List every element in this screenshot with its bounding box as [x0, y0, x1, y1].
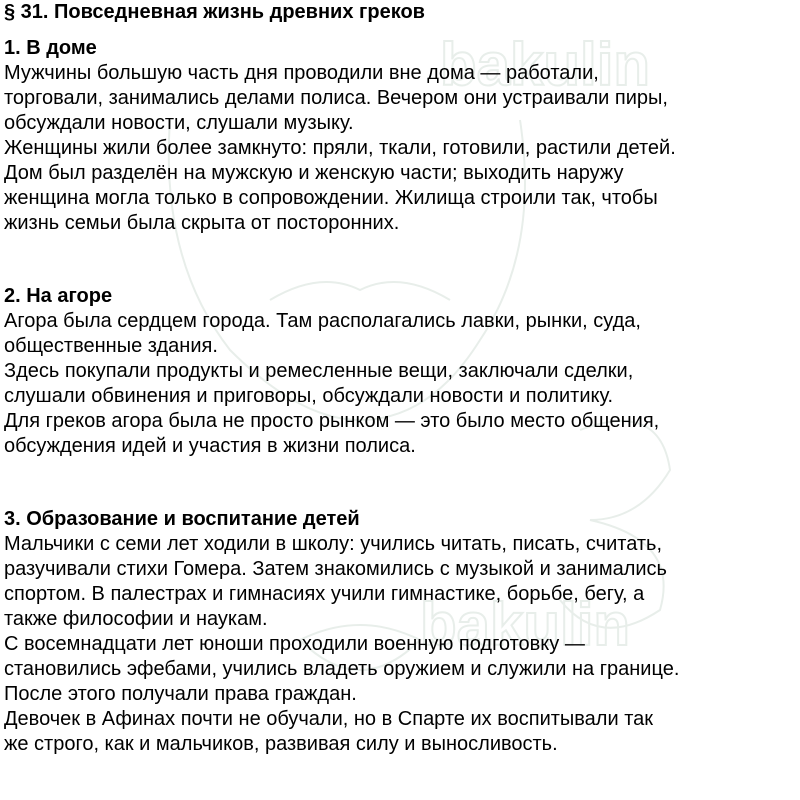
text-line: торговали, занимались делами полиса. Вечером они устраивали пиры, — [4, 87, 668, 109]
text-line: становились эфебами, учились владеть оружием и служили на границе. — [4, 658, 680, 680]
text-line: обсуждения идей и участия в жизни полиса. — [4, 435, 416, 457]
text-line: Для греков агора была не просто рынком — это было место общения, — [4, 410, 660, 432]
section-heading: 1. В доме — [4, 37, 97, 59]
page-title: § 31. Повседневная жизнь древних греков — [4, 1, 425, 23]
text-line: также философии и наукам. — [4, 608, 268, 630]
section-agora — [4, 284, 796, 459]
text-line: Дом был разделён на мужскую и женскую части; выходить наружу — [4, 162, 624, 184]
text-line: разучивали стихи Гомера. Затем знакомились с музыкой и занимались — [4, 558, 667, 580]
section-home — [4, 36, 796, 236]
text-line: С восемнадцати лет юноши проходили военную подготовку — — [4, 633, 585, 655]
text-line: Женщины жили более замкнуто: пряли, ткали, готовили, растили детей. — [4, 137, 676, 159]
watermark-text-2: bakulin — [420, 591, 631, 658]
text-line: Девочек в Афинах почти не обучали, но в Спарте их воспитывали так — [4, 708, 654, 730]
text-line: жизнь семьи была скрыта от посторонних. — [4, 212, 400, 234]
section-heading: 3. Образование и воспитание детей — [4, 508, 360, 530]
section-education — [4, 507, 796, 757]
text-line: Мальчики с семи лет ходили в школу: учились читать, писать, считать, — [4, 533, 663, 555]
section-heading: 2. На агоре — [4, 285, 113, 307]
text-line: обсуждали новости, слушали музыку. — [4, 112, 354, 134]
text-line: же строго, как и мальчиков, развивая силу и выносливость. — [4, 733, 558, 755]
text-line: общественные здания. — [4, 335, 218, 357]
text-line: Здесь покупали продукты и ремесленные вещи, заключали сделки, — [4, 360, 634, 382]
text-line: После этого получали права граждан. — [4, 683, 357, 705]
text-line: спортом. В палестрах и гимнасиях учили гимнастике, борьбе, бегу, а — [4, 583, 645, 605]
text-line: Агора была сердцем города. Там располагались лавки, рынки, суда, — [4, 310, 641, 332]
text-line: Мужчины большую часть дня проводили вне дома — работали, — [4, 62, 599, 84]
document-page — [4, 0, 796, 757]
watermark-text-1: bakulin — [440, 31, 651, 98]
text-line: женщина могла только в сопровождении. Жилища строили так, чтобы — [4, 187, 658, 209]
text-line: слушали обвинения и приговоры, обсуждали новости и политику. — [4, 385, 614, 407]
